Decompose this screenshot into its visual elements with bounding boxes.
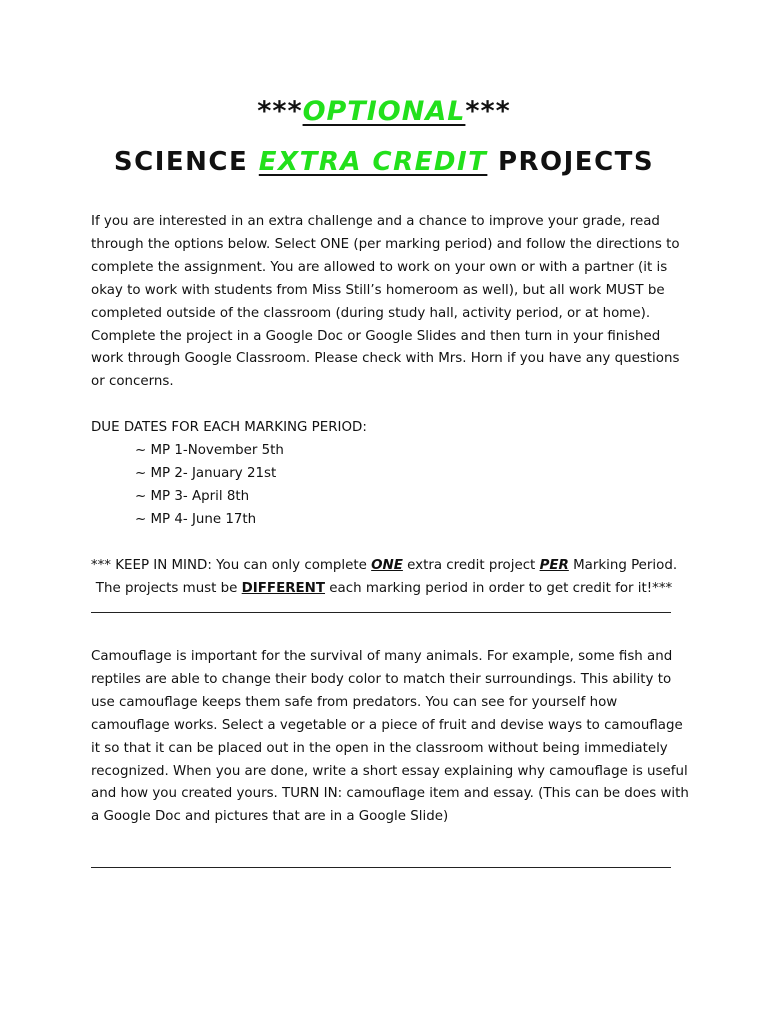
- keep-text-4: The projects must be: [95, 581, 242, 596]
- due-date-item: ~ MP 1-November 5th: [135, 443, 284, 458]
- keep-in-mind-note: [60, 554, 708, 600]
- due-date-item: ~ MP 3- April 8th: [135, 488, 250, 504]
- divider-line: [91, 612, 671, 613]
- title-stars-right: ***: [465, 96, 511, 127]
- camouflage-paragraph: Camouflage is important for the survival of many animals. For example, some fish and reptiles are able to change their body color to match their surroundings. This ability to use camouflage keeps them safe from predators. You can see for yourself how camouflage works. Select a vegetable or a piece of fruit and devise ways to camouflage it so that it can be placed out in the open in the classroom without being immediately recognized. When you are done, write a short essay explaining why camouflage is useful and how you created yours. TURN IN: camouflage item and essay. (This can be does with a Google Doc and pictures that are in a Google Slide): [91, 649, 689, 825]
- title-science: SCIENCE: [113, 147, 249, 177]
- keep-text-3: Marking Period.: [568, 558, 678, 573]
- title-optional: OPTIONAL: [302, 96, 466, 127]
- due-date-item: ~ MP 4- June 17th: [135, 511, 257, 527]
- keep-one: ONE: [371, 558, 403, 573]
- title-optional-line: [0, 92, 768, 132]
- keep-text-5: each marking period in order to get credit for it!***: [325, 581, 673, 596]
- keep-per: PER: [539, 558, 569, 573]
- title-stars-left: ***: [257, 96, 303, 127]
- page-title: [0, 142, 768, 182]
- divider-line: [91, 867, 671, 868]
- keep-text-2: extra credit project: [402, 558, 540, 573]
- intro-paragraph: If you are interested in an extra challenge and a chance to improve your grade, read through the options below. Select ONE (per marking period) and follow the directions to complete the assignment. You are allowed to work on your own or with a partner (it is okay to work with students from Miss Still’s homeroom as well), but all work MUST be completed outside of the classroom (during study hall, activity period, or at home). Complete the project in a Google Doc or Google Slides and then turn in your finished work through Google Classroom. Please check with Mrs. Horn if you have any questions or concerns.: [91, 214, 680, 390]
- title-projects: PROJECTS: [497, 147, 655, 177]
- keep-text-1: *** KEEP IN MIND: You can only complete: [90, 558, 372, 573]
- title-extra-credit: EXTRA CREDIT: [258, 147, 488, 177]
- keep-different: DIFFERENT: [241, 581, 326, 596]
- due-dates-heading: DUE DATES FOR EACH MARKING PERIOD:: [91, 420, 367, 435]
- due-dates-list: [135, 440, 284, 532]
- due-date-item: ~ MP 2- January 21st: [135, 465, 277, 481]
